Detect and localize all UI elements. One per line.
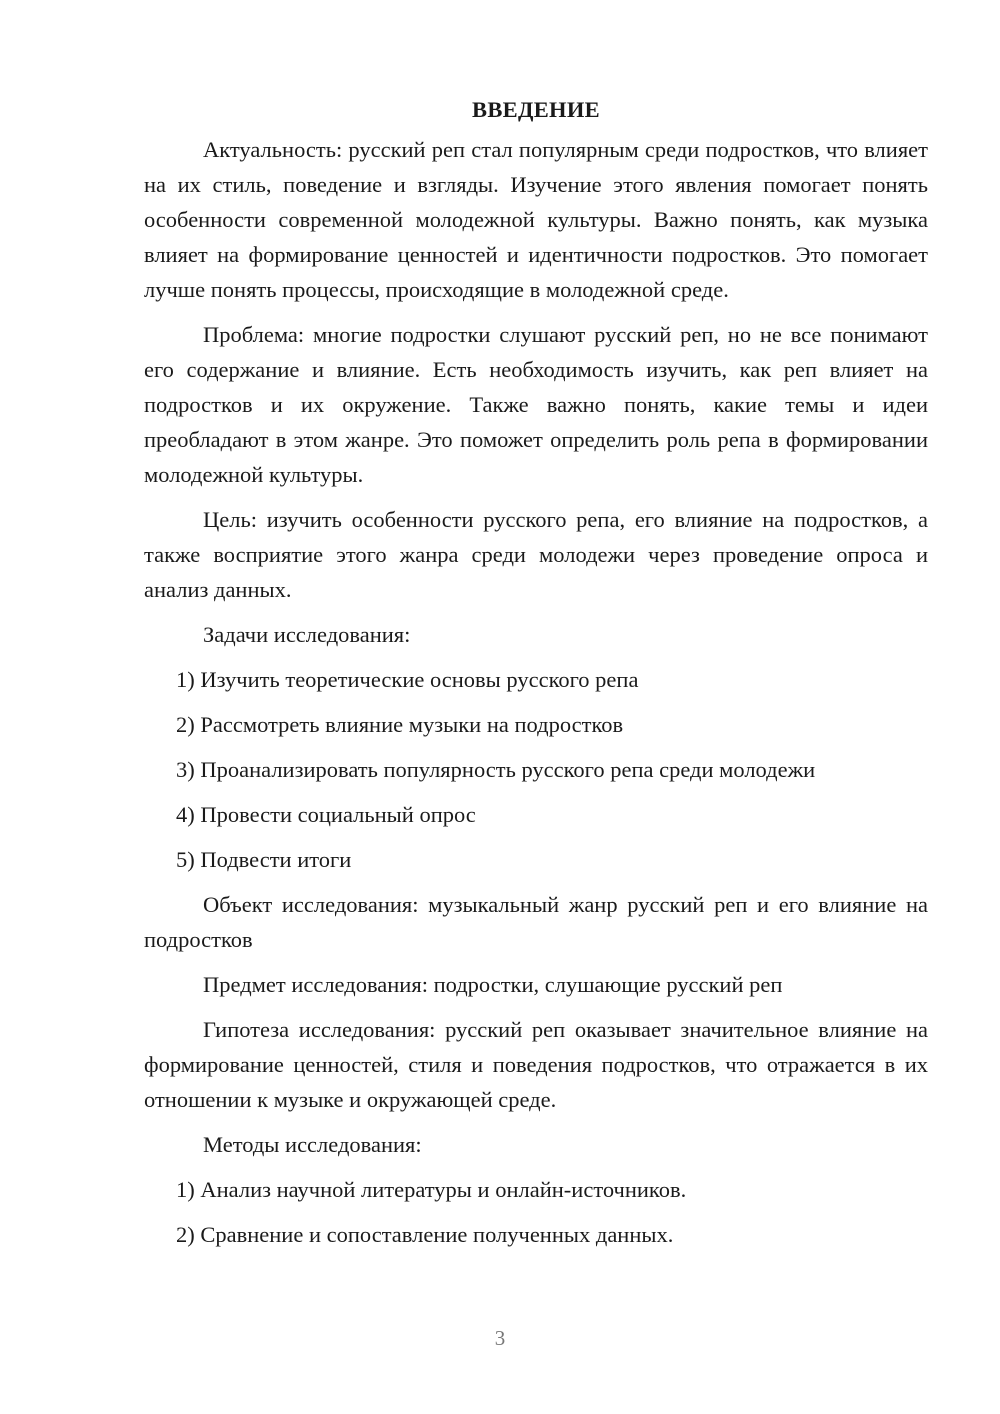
methods-heading: Методы исследования:: [203, 1132, 422, 1157]
method-item: 1) Анализ научной литературы и онлайн-источников.: [176, 1177, 687, 1202]
subject-paragraph: Предмет исследования: подростки, слушающие русский реп: [203, 972, 783, 997]
task-item: 2) Рассмотреть влияние музыки на подростков: [176, 712, 624, 737]
task-item: 3) Проанализировать популярность русского репа среди молодежи: [176, 757, 816, 782]
method-item: 2) Сравнение и сопоставление полученных данных.: [176, 1222, 674, 1247]
hypothesis-paragraph: Гипотеза исследования: русский реп оказывает значительное влияние на формирование ценностей, стиля и поведения подростков, что отражается в их отношении к музыке и окружающей среде.: [144, 1017, 928, 1112]
task-item: 5) Подвести итоги: [176, 847, 352, 872]
page-number: 3: [494, 1326, 506, 1350]
tasks-heading: Задачи исследования:: [203, 622, 411, 647]
object-paragraph: Объект исследования: музыкальный жанр русский реп и его влияние на подростков: [144, 892, 928, 952]
relevance-paragraph: Актуальность: русский реп стал популярным среди подростков, что влияет на их стиль, поведение и взгляды. Изучение этого явления помогает понять особенности современной молодежной культуры. Важно понять, как музыка влияет на формирование ценностей и идентичности подростков. Это помогает лучше понять процессы, происходящие в молодежной среде.: [144, 137, 928, 302]
document-page: [144, 92, 928, 1262]
task-item: 1) Изучить теоретические основы русского репа: [176, 667, 639, 692]
problem-paragraph: Проблема: многие подростки слушают русский реп, но не все понимают его содержание и влияние. Есть необходимость изучить, как реп влияет на подростков и их окружение. Также важно понять, какие темы и идеи преобладают в этом жанре. Это поможет определить роль репа в формировании молодежной культуры.: [144, 322, 928, 487]
task-item: 4) Провести социальный опрос: [176, 802, 476, 827]
goal-paragraph: Цель: изучить особенности русского репа, его влияние на подростков, а также восприятие этого жанра среди молодежи через проведение опроса и анализ данных.: [144, 507, 928, 602]
page-title: ВВЕДЕНИЕ: [472, 97, 600, 122]
